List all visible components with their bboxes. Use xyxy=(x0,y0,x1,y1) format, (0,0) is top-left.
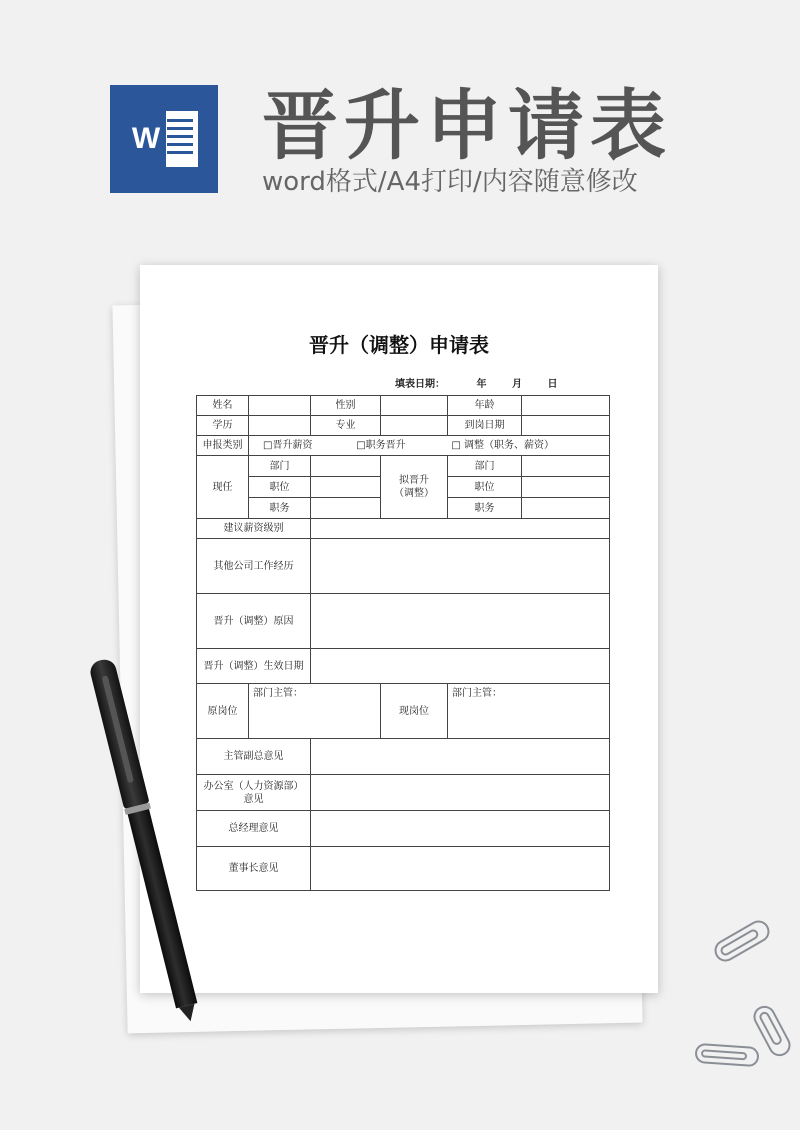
chairman-opinion-field[interactable] xyxy=(311,847,610,891)
paperclip-icon xyxy=(711,916,774,965)
apply-type-label: 申报类别 xyxy=(197,436,249,456)
original-manager-field[interactable]: 部门主管： xyxy=(249,684,381,739)
hr-opinion-label xyxy=(197,775,311,811)
page-subtitle: word格式/A4打印/内容随意修改 xyxy=(262,167,638,197)
current-dept-field[interactable] xyxy=(311,456,381,477)
current-duty-field[interactable] xyxy=(311,498,381,519)
gm-opinion-field[interactable] xyxy=(311,811,610,847)
proposed-duty-field[interactable] xyxy=(522,498,610,519)
current-post-field[interactable] xyxy=(311,477,381,498)
form-title: 晋升（调整）申请表 xyxy=(309,333,489,357)
education-field[interactable] xyxy=(249,416,311,436)
effective-date-label: 晋升（调整）生效日期 xyxy=(197,649,311,684)
vp-opinion-field[interactable] xyxy=(311,739,610,775)
table-row xyxy=(197,436,610,456)
gender-label: 性别 xyxy=(311,396,381,416)
date-month-label: 月 xyxy=(511,379,522,390)
form-paper xyxy=(140,265,658,993)
age-label: 年龄 xyxy=(448,396,522,416)
option-adjust-checkbox[interactable]: □ 调整（职务、薪资） xyxy=(451,440,555,451)
name-label: 姓名 xyxy=(197,396,249,416)
hr-opinion-line1: 办公室（人力资源部） xyxy=(203,780,304,792)
gender-field[interactable] xyxy=(381,396,448,416)
apply-type-options xyxy=(249,436,610,456)
salary-level-label: 建议薪资级别 xyxy=(197,519,311,539)
proposed-post-label: 职位 xyxy=(448,477,522,498)
new-post-label: 现岗位 xyxy=(381,684,448,739)
table-row xyxy=(197,456,610,477)
table-row xyxy=(197,847,610,891)
table-row xyxy=(197,416,610,436)
other-experience-label: 其他公司工作经历 xyxy=(197,539,311,594)
table-row xyxy=(197,396,610,416)
table-row xyxy=(197,684,610,739)
page-title: 晋升申请表 xyxy=(262,81,672,170)
table-row xyxy=(197,594,610,649)
table-row xyxy=(197,775,610,811)
age-field[interactable] xyxy=(522,396,610,416)
current-duty-label: 职务 xyxy=(249,498,311,519)
date-day-label: 日 xyxy=(547,379,558,390)
education-label: 学历 xyxy=(197,416,249,436)
proposed-dept-field[interactable] xyxy=(522,456,610,477)
chairman-opinion-label: 董事长意见 xyxy=(197,847,311,891)
table-row xyxy=(197,539,610,594)
major-label: 专业 xyxy=(311,416,381,436)
proposed-dept-label: 部门 xyxy=(448,456,522,477)
proposed-label-line1: 拟晋升 xyxy=(399,475,429,486)
paperclip-icon xyxy=(694,1043,759,1067)
current-label: 现任 xyxy=(197,456,249,519)
current-dept-label: 部门 xyxy=(249,456,311,477)
arrival-date-field[interactable] xyxy=(522,416,610,436)
table-row xyxy=(197,649,610,684)
major-field[interactable] xyxy=(381,416,448,436)
option-position-checkbox[interactable]: □职务晋升 xyxy=(356,440,406,451)
fill-date-label: 填表日期： xyxy=(395,379,445,390)
fill-date-row xyxy=(395,375,557,390)
reason-field[interactable] xyxy=(311,594,610,649)
proposed-post-field[interactable] xyxy=(522,477,610,498)
table-row xyxy=(197,519,610,539)
proposed-duty-label: 职务 xyxy=(448,498,522,519)
vp-opinion-label: 主管副总意见 xyxy=(197,739,311,775)
hr-opinion-line2: 意见 xyxy=(243,793,264,805)
word-logo-icon xyxy=(110,85,218,193)
table-row xyxy=(197,811,610,847)
new-manager-field[interactable]: 部门主管： xyxy=(448,684,610,739)
option-salary-checkbox[interactable]: □晋升薪资 xyxy=(263,440,313,451)
date-year-label: 年 xyxy=(476,379,487,390)
salary-level-field[interactable] xyxy=(311,519,610,539)
effective-date-field[interactable] xyxy=(311,649,610,684)
arrival-date-label: 到岗日期 xyxy=(448,416,522,436)
current-post-label: 职位 xyxy=(249,477,311,498)
original-post-label: 原岗位 xyxy=(197,684,249,739)
hr-opinion-field[interactable] xyxy=(311,775,610,811)
name-field[interactable] xyxy=(249,396,311,416)
proposed-label-line2: （调整） xyxy=(394,488,434,499)
other-experience-field[interactable] xyxy=(311,539,610,594)
proposed-label xyxy=(381,456,448,519)
application-form-table xyxy=(196,395,610,891)
word-letter: W xyxy=(126,105,166,173)
reason-label: 晋升（调整）原因 xyxy=(197,594,311,649)
table-row xyxy=(197,739,610,775)
gm-opinion-label: 总经理意见 xyxy=(197,811,311,847)
